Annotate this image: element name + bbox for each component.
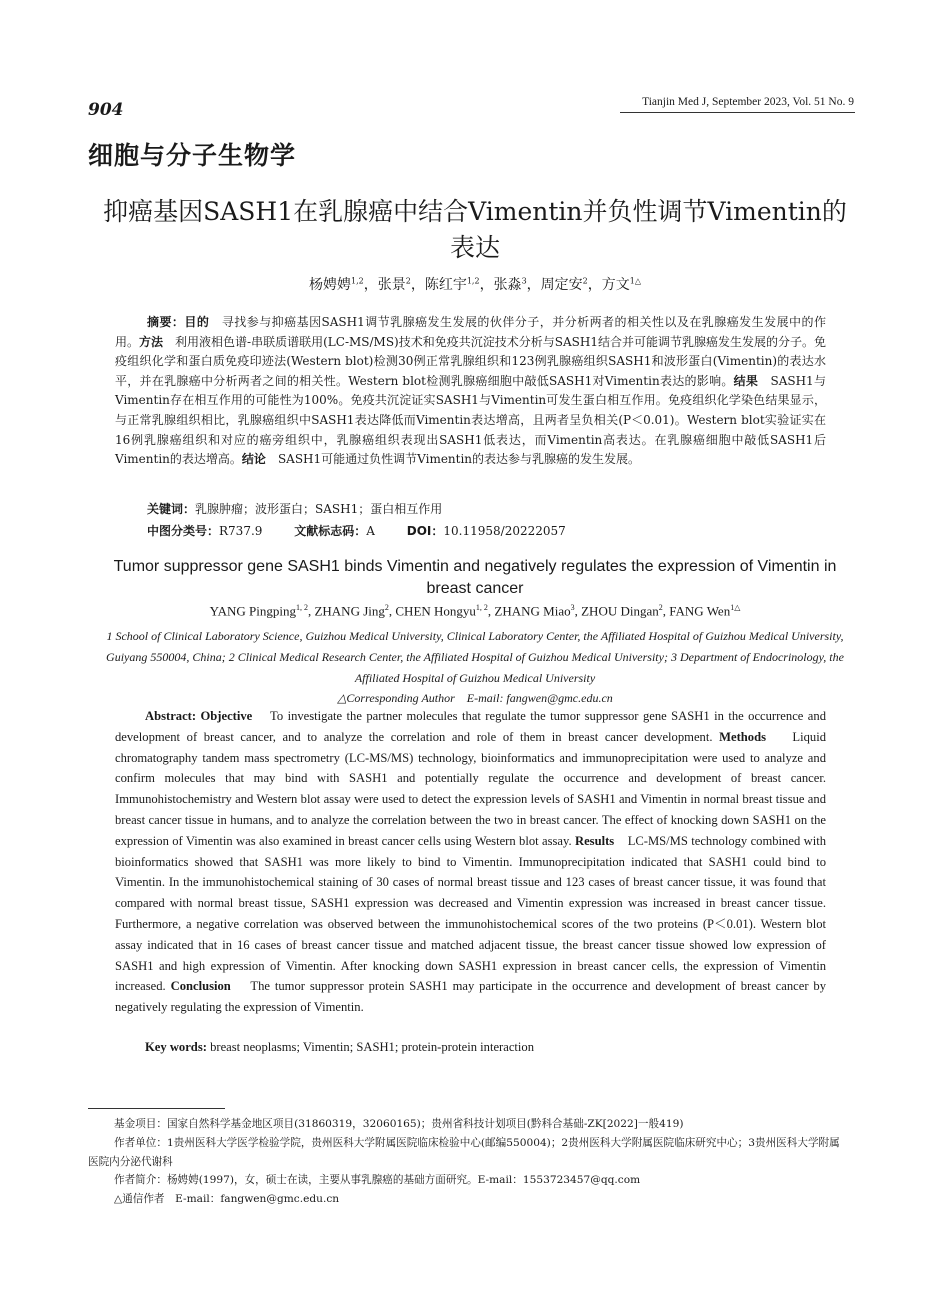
- affiliations-text: 1 School of Clinical Laboratory Science, Guizhou Medical University, Clinical Laboratory Center, the Affiliated Hospital of Guizhou Medical University, Guiyang 550004, China; 2 Clinical Medical Research Center, the Affiliated Hospital of Guizhou Medical University; 3 Department of Endocrinology, the Affiliated Hospital of Guizhou Medical University: [106, 629, 844, 685]
- keywords-label: 关键词：: [147, 502, 196, 516]
- abstract-english: [115, 706, 826, 1018]
- author-affiliation-mark: 1,2: [466, 276, 480, 286]
- objective-text-en: To investigate the partner molecules that regulate the tumor suppressor gene SASH1 in the occurrence and development of breast cancer, and to analyze the correlation and role of them in breast cancer development.: [115, 709, 826, 744]
- methods-label: 方法: [139, 334, 164, 349]
- author-affiliation-mark: 2: [582, 276, 588, 286]
- author-affiliation-mark: 1△: [629, 276, 641, 286]
- footnote-author-bio: 作者简介：杨娉娉(1997)，女，硕士在读，主要从事乳腺癌的基础方面研究。E-mail：1553723457@qq.com: [114, 1174, 641, 1187]
- clc-value: R737.9: [219, 524, 263, 538]
- title-english: Tumor suppressor gene SASH1 binds Vimentin and negatively regulates the expression of Vimentin in breast cancer: [113, 558, 837, 597]
- authors-chinese: 杨娉娉$^{1,2}$，张景$^2$，陈红宇$^{1,2}$，张淼$^3$，周定安$^2$，方文$^{1\triangle}$: [309, 276, 641, 293]
- author-name: ZHOU Dingan: [581, 603, 659, 619]
- doc-code-value: A: [366, 524, 375, 538]
- author-name: 方文: [601, 277, 630, 293]
- keywords-text: 乳腺肿瘤；波形蛋白；SASH1；蛋白相互作用: [195, 502, 443, 516]
- author-name: ZHANG Jing: [314, 603, 385, 619]
- journal-citation: Tianjin Med J, September 2023, Vol. 51 No. 9: [642, 96, 854, 108]
- results-label: 结果: [733, 373, 759, 388]
- objective-text: 寻找参与抑癌基因SASH1调节乳腺癌发生发展的伙伴分子，并分析两者的相关性以及在乳腺癌发生发展中的作用。: [115, 315, 826, 349]
- author-name: 周定安: [540, 277, 583, 293]
- page-number: 904: [88, 100, 124, 120]
- conclusion-text: SASH1可能通过负性调节Vimentin的表达参与乳腺癌的发生发展。: [277, 452, 641, 467]
- author-affiliation-mark: 1, 2: [475, 603, 488, 612]
- corresponding-author: △Corresponding Author E-mail: fangwen@gmc.edu.cn: [337, 691, 613, 706]
- footnote-rule: [88, 1108, 225, 1109]
- keywords-english: [145, 1040, 534, 1055]
- results-label-en: Results: [575, 833, 615, 848]
- results-text-en: LC-MS/MS technology combined with bioinformatics showed that SASH1 was more likely to bind to Vimentin. Immunoprecipitation indicated that SASH1 could bind to Vimentin. In the immunohistochemical staining of 30 cases of normal breast tissue and 123 cases of breast cancer tissue, it was found that compared with normal breast tissue, SASH1 expression was decreased and Vimentin expression was increased in breast cancer tissue. Furthermore, a negative correlation was observed between the immunohistochemical scores of the two proteins (P＜0.01). Western blot assay indicated that in 16 cases of breast cancer tissue and matched adjacent tissue, the breast cancer tissue showed low expression of SASH1 and high expression of Vimentin. After knocking down SASH1 expression in breast cancer cells, the expression of Vimentin increased.: [115, 833, 827, 994]
- author-name: CHEN Hongyu: [395, 603, 476, 619]
- author-affiliation-mark: 1△: [730, 603, 741, 612]
- author-affiliation-mark: 3: [521, 276, 527, 286]
- doi-label: DOI：: [406, 524, 444, 538]
- author-name: YANG Pingping: [209, 603, 296, 619]
- title-chinese: 抑癌基因SASH1在乳腺癌中结合Vimentin并负性调节Vimentin的表达: [103, 197, 847, 262]
- classification-line: [147, 522, 566, 539]
- doc-code-label: 文献标志码：: [294, 524, 367, 538]
- author-affiliation-mark: 2: [658, 603, 663, 612]
- author-affiliation-mark: 3: [570, 603, 575, 612]
- section-heading: 细胞与分子生物学: [88, 141, 297, 170]
- results-text: SASH1与Vimentin存在相互作用的可能性为100%。免疫共沉淀证实SASH1与Vimentin可发生蛋白相互作用。免疫组织化学染色结果显示，与正常乳腺组织相比，乳腺癌组织中SASH1表达降低而Vimentin表达增高，且两者呈负相关(P＜0.01)。Western blot实验证实在16例乳腺癌组织和对应的癌旁组织中，乳腺癌组织表现出SASH1低表达，而Vimentin高表达。在乳腺癌细胞中敲低SASH1后Vimentin的表达增高。: [115, 373, 827, 467]
- footnote-funding: 基金项目：国家自然科学基金地区项目(31860319，32060165)；贵州省科技计划项目(黔科合基础-ZK[2022]一般419): [114, 1118, 684, 1130]
- conclusion-label: 结论: [241, 452, 266, 467]
- keywords-label-en: Key words:: [145, 1040, 207, 1054]
- authors-english: YANG Pingping$^{1, 2}$, ZHANG Jing$^2$, CHEN Hongyu$^{1, 2}$, ZHANG Miao$^3$, ZHOU Dingan$^2$, FANG Wen$^{1\triangle}$: [209, 603, 741, 619]
- author-affiliation-mark: 2: [405, 276, 411, 286]
- header-rule: [620, 112, 855, 113]
- abstract-label-en: Abstract: Objective: [145, 709, 253, 723]
- author-affiliation-mark: 1,2: [351, 276, 364, 286]
- doi-value: 10.11958/20222057: [443, 524, 566, 538]
- author-affiliation-mark: 1, 2: [295, 603, 308, 612]
- author-name: 张景: [377, 277, 406, 293]
- author-name: ZHANG Miao: [494, 603, 571, 619]
- author-name: FANG Wen: [669, 603, 731, 619]
- affiliations-english: [100, 626, 850, 709]
- author-name: 陈红宇: [424, 277, 467, 293]
- footnotes: [88, 1115, 850, 1209]
- footnote-affiliation: 作者单位：1贵州医科大学医学检验学院，贵州医科大学附属医院临床检验中心(邮编550004)；2贵州医科大学附属医院临床研究中心；3贵州医科大学附属医院内分泌代谢科: [88, 1136, 840, 1168]
- keywords-text-en: breast neoplasms; Vimentin; SASH1; protein-protein interaction: [210, 1040, 535, 1054]
- abstract-label: 摘要：目的: [147, 315, 210, 329]
- footnote-corresponding: △通信作者 E-mail：fangwen@gmc.edu.cn: [114, 1193, 340, 1206]
- conclusion-text-en: The tumor suppressor protein SASH1 may participate in the occurrence and development of breast cancer by negatively regulating the expression of Vimentin.: [115, 979, 827, 1015]
- abstract-chinese: [115, 313, 826, 470]
- conclusion-label-en: Conclusion: [170, 979, 231, 994]
- keywords-chinese: [147, 500, 442, 517]
- author-name: 张淼: [493, 277, 522, 293]
- methods-text: 利用液相色谱-串联质谱联用(LC-MS/MS)技术和免疫共沉淀技术分析与SASH1结合并可能调节乳腺癌发生发展的分子。免疫组织化学和蛋白质免疫印迹法(Western blot)检测30例正常乳腺组织和123例乳腺癌组织SASH1和波形蛋白(Vimentin)的表达水平，并在乳腺癌中分析两者之间的相关性。Western blot检测乳腺癌细胞中敲低SASH1对Vimentin表达的影响。: [115, 334, 826, 388]
- clc-label: 中图分类号：: [147, 524, 220, 538]
- author-affiliation-mark: 2: [384, 603, 389, 612]
- methods-label-en: Methods: [719, 729, 766, 744]
- author-name: 杨娉娉: [309, 277, 351, 293]
- methods-text-en: Liquid chromatography tandem mass spectrometry (LC-MS/MS) technology, bioinformatics and immunoprecipitation were used to analyze and confirm molecules that may bind with SASH1 and potentially regulate the occurrence and development of breast cancer. Immunohistochemistry and Western blot assay were used to detect the expression levels of SASH1 and Vimentin in normal breast tissue and breast cancer tissue in humans, and to analyze the correlation between the two in breast cancer. The effect of knocking down SASH1 on the expression of Vimentin was also examined in breast cancer cells using Western blot assay.: [115, 729, 826, 848]
